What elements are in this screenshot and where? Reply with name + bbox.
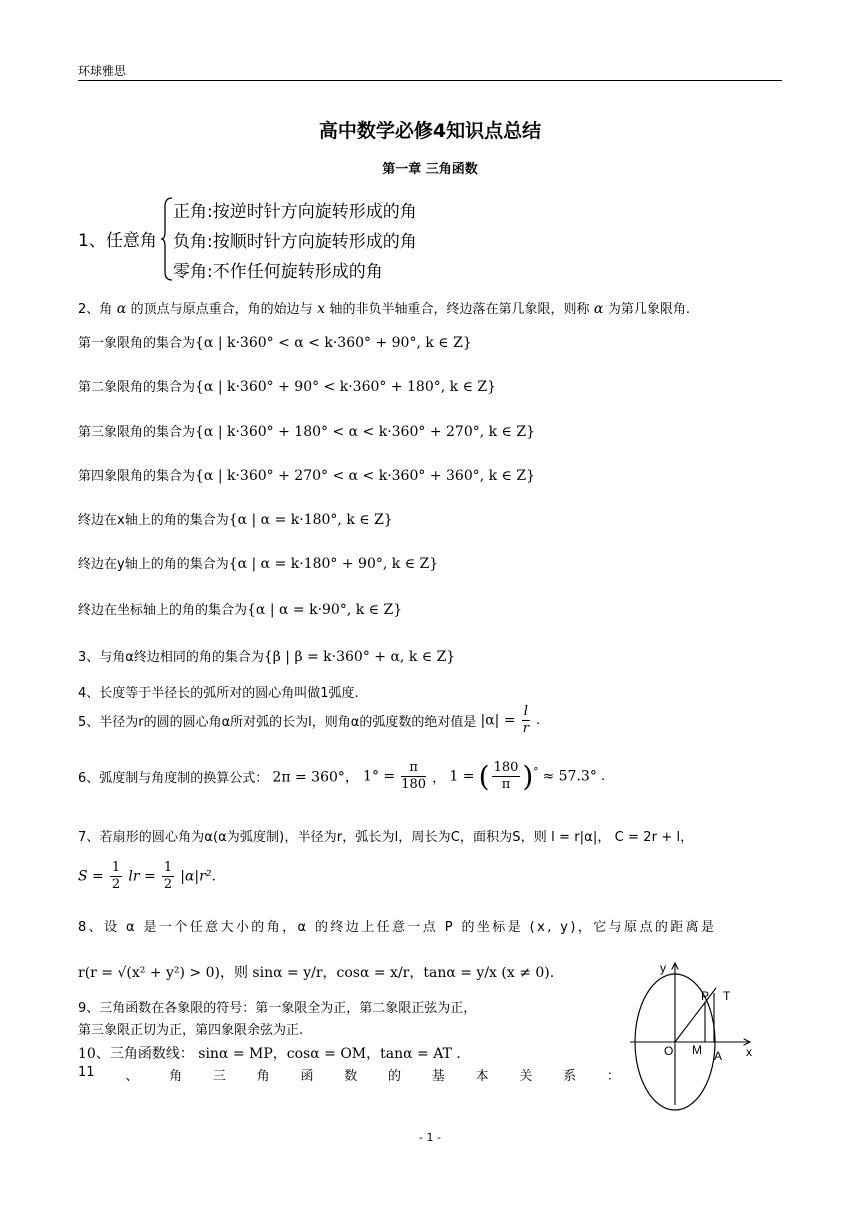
label-x: x bbox=[746, 1045, 752, 1059]
item1-brace bbox=[160, 196, 174, 282]
label-o: O bbox=[664, 1044, 674, 1058]
label-a: A bbox=[714, 1049, 723, 1063]
label-y: y bbox=[660, 961, 666, 975]
item8-line1: 8、设 α 是一个任意大小的角，α 的终边上任意一点 P 的坐标是 (x, y)，它与原点的距离是 bbox=[78, 920, 717, 935]
item10: 10、三角函数线： sinα = MP，cosα = OM，tanα = AT . bbox=[78, 1046, 461, 1062]
label-m: M bbox=[692, 1043, 702, 1057]
page-number: - 1 - bbox=[419, 1131, 441, 1144]
page-title: 高中数学必修4知识点总结 bbox=[318, 120, 542, 142]
item8-line2: r(r = √(x² + y²) > 0)，则 sinα = y/r，cosα = x/r，tanα = y/x (x ≠ 0). bbox=[78, 965, 555, 981]
item7-line2: S = $\frac{1}{2}$ lr = $\frac{1}{2}$ |α|r². bbox=[78, 860, 216, 892]
item3: 3、与角α终边相同的角的集合为{β | β = k·360° + α, k ∈ Z} bbox=[78, 649, 456, 665]
item1-case-zero: 零角:不作任何旋转形成的角 bbox=[173, 262, 383, 282]
set-y-axis: 终边在y轴上的角的集合为{α | α = k·180° + 90°, k ∈ Z} bbox=[78, 556, 439, 572]
header-rule bbox=[78, 80, 782, 81]
set-x-axis: 终边在x轴上的角的集合为{α | α = k·180°, k ∈ Z} bbox=[78, 512, 393, 528]
item11: 11 、 角 三 角 函 数 的 基 本 关 系 ： bbox=[78, 1065, 620, 1084]
label-p: P bbox=[701, 989, 710, 1003]
set-axes: 终边在坐标轴上的角的集合为{α | α = k·90°, k ∈ Z} bbox=[78, 602, 403, 618]
page-header: 环球雅思 bbox=[78, 64, 127, 78]
item6: 6、弧度制与角度制的换算公式： 2π = 360°， 1° = $\frac{\pi}{180}$ ， 1 = ( $\frac{180}{\pi}$ )° ≈ 57.3° . bbox=[78, 760, 606, 793]
item4: 4、长度等于半径长的弧所对的圆心角叫做1弧度. bbox=[78, 686, 359, 701]
item5: 5、半径为r的圆的圆心角α所对弧的长为l，则角α的弧度数的绝对值是 |α| = $\frac{l}{r}$ . bbox=[78, 704, 541, 736]
item9-line1: 9、三角函数在各象限的符号：第一象限全为正，第二象限正弦为正， bbox=[78, 1001, 477, 1016]
item1-case-positive: 正角:按逆时针方向旋转形成的角 bbox=[173, 202, 417, 222]
terminal-ray bbox=[675, 988, 716, 1042]
set-quadrant-1: 第一象限角的集合为{α | k·360° < α < k·360° + 90°, k ∈ Z} bbox=[78, 335, 472, 351]
item9-line2: 第三象限正切为正，第四象限余弦为正. bbox=[78, 1023, 304, 1038]
set-quadrant-4: 第四象限角的集合为{α | k·360° + 270° < α < k·360° + 360°, k ∈ Z} bbox=[78, 468, 536, 484]
item1-case-negative: 负角:按顺时针方向旋转形成的角 bbox=[173, 232, 417, 252]
label-t: T bbox=[723, 989, 731, 1003]
item1-label: 1、任意角 bbox=[78, 231, 157, 251]
set-quadrant-3: 第三象限角的集合为{α | k·360° + 180° < α < k·360° + 270°, k ∈ Z} bbox=[78, 424, 536, 440]
unit-circle-figure bbox=[620, 955, 770, 1115]
set-quadrant-2: 第二象限角的集合为{α | k·360° + 90° < k·360° + 180°, k ∈ Z} bbox=[78, 379, 497, 395]
item2-text: 2、角 α 的顶点与原点重合，角的始边与 x 轴的非负半轴重合，终边落在第几象限，则称 α 为第几象限角. bbox=[78, 301, 690, 317]
item7-line1: 7、若扇形的圆心角为α(α为弧度制)，半径为r，弧长为l，周长为C，面积为S，则 l = r|α|， C = 2r + l， bbox=[78, 830, 694, 845]
chapter-title: 第一章 三角函数 bbox=[382, 162, 478, 177]
